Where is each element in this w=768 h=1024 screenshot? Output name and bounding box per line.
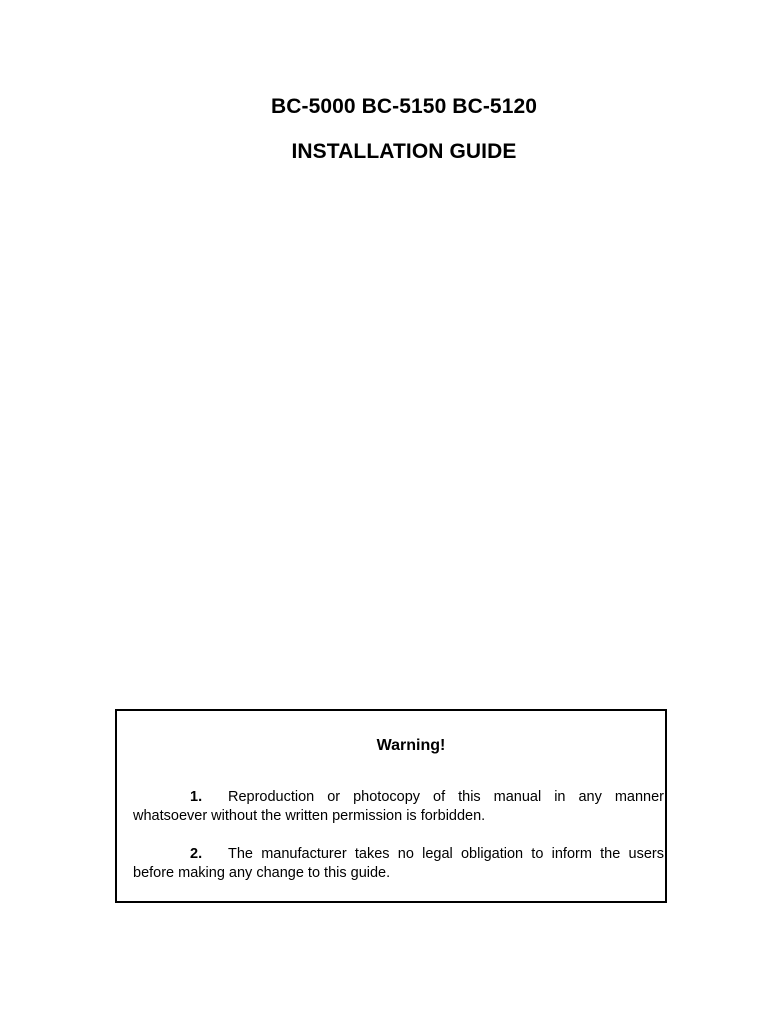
warning-item-text: The manufacturer takes no legal obligation to inform the users bbox=[228, 846, 664, 862]
warning-item-number: 1. bbox=[190, 789, 203, 805]
warning-item-text-continued: whatsoever without the written permission is forbidden. bbox=[133, 808, 486, 824]
warning-item-first-line bbox=[159, 845, 664, 864]
warning-item-text-continued: before making any change to this guide. bbox=[133, 865, 391, 881]
document-title-models: BC-5000 BC-5150 BC-5120 bbox=[270, 95, 538, 118]
warning-item-text: Reproduction or photocopy of this manual in any manner bbox=[228, 789, 664, 805]
warning-box bbox=[115, 709, 667, 903]
warning-item bbox=[133, 788, 664, 826]
warning-item bbox=[133, 845, 664, 883]
document-title: INSTALLATION GUIDE bbox=[291, 140, 517, 163]
warning-heading: Warning! bbox=[376, 737, 446, 754]
warning-item-first-line bbox=[159, 788, 664, 807]
warning-item-number: 2. bbox=[190, 846, 203, 862]
